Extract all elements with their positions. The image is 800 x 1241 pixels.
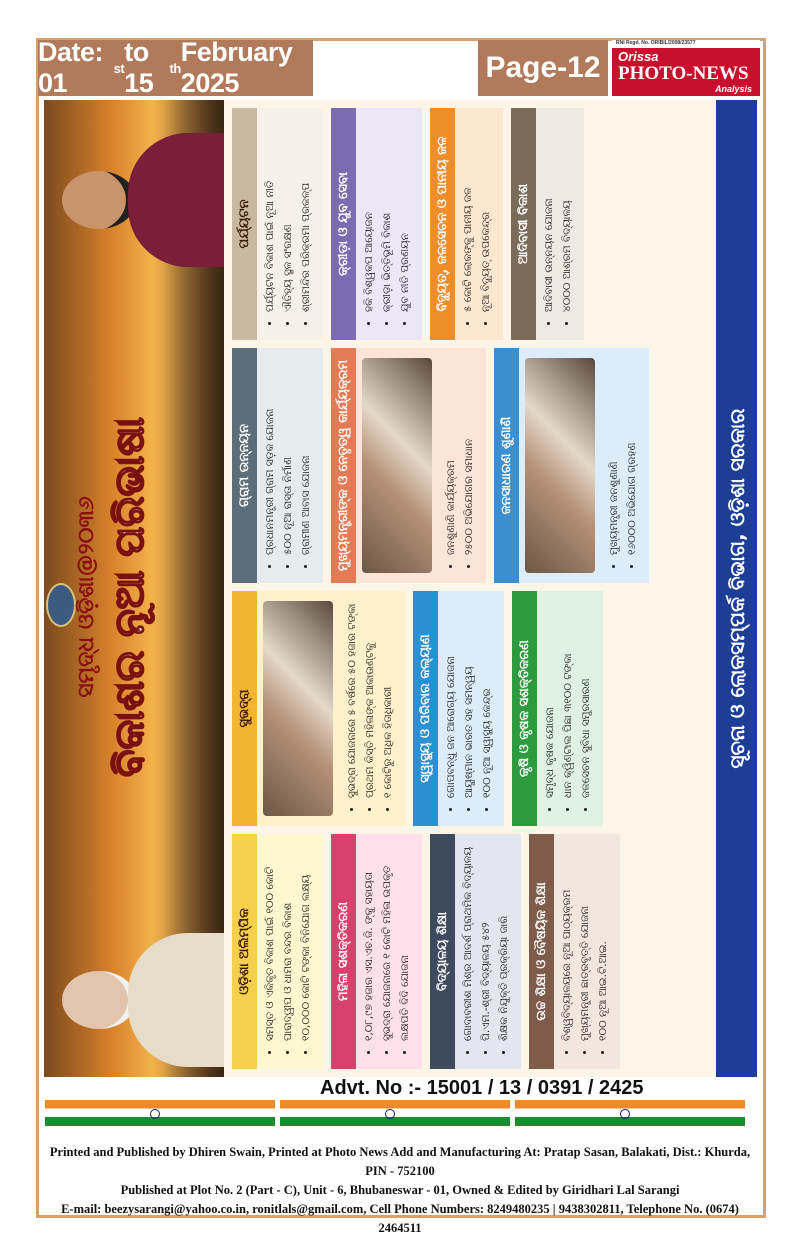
card-bullet-item: • ନୂଆ ବିଦ୍ୟୁତ୍ ଉପକେନ୍ଦ୍ର	[479, 118, 493, 312]
card-bullet-item: • ୪୦୦୦ ଆଶ୍ରମ ବିଦ୍ୟାଳୟ	[560, 118, 574, 312]
card-bullet-item: • ପ୍ରଧାନମନ୍ତ୍ରୀ ଗ୍ରାମ ସଡ଼କ ଯୋଜନା	[263, 358, 277, 555]
card-title: କ୍ରୀଡ଼ା ଓ ଯୁବ ସେବା	[331, 108, 356, 340]
card-bullet-item: • ସମୃଦ୍ଧ କୃଷକ ଯୋଜନା	[543, 601, 557, 798]
tricolor-strip-1	[45, 1100, 275, 1126]
card-bullet-list	[362, 844, 412, 1051]
imprint-line-3: E-mail: beezysarangi@yahoo.co.in, ronitlals@gmail.com, Cell Phone Numbers: 8249480235 | 9438302811, Telephone No. (0674) 2464511	[61, 1202, 739, 1235]
card-photo	[263, 601, 333, 816]
card-bullet-list	[444, 358, 476, 565]
card-bullet-item: • ଧାନ କ୍ୱିଣ୍ଟାଲ ପିଛା ୩୧୦୦ ଟଙ୍କା	[561, 601, 575, 798]
card-bullet-list	[263, 358, 313, 565]
card-body	[257, 108, 323, 340]
card-bullet-item: • ମୁଖ୍ୟମନ୍ତ୍ରୀ ଜନଶୁଣାଣି	[607, 358, 621, 555]
logo-analysis: Analysis	[714, 84, 752, 94]
card-title: ମୁଖ୍ୟମନ୍ତ୍ରୀଙ୍କ ଓ ନେତୃତ୍ୱ କାର୍ଯ୍ୟକ୍ରମ	[331, 348, 356, 583]
card-cm-programme	[331, 348, 486, 583]
card-photo	[362, 358, 432, 573]
portrait-right	[44, 127, 224, 277]
logo-reg-number: RNI Regd. No. ORIBIL/2008/23577	[616, 40, 696, 46]
poster-title-block	[74, 377, 153, 817]
card-bullet-item: • ଜନଶୁଣାଣି କାର୍ଯ୍ୟକ୍ରମ	[444, 358, 458, 555]
card-bullet-item: • ଜଳସେଚନ ସୁବିଧା ସମ୍ପ୍ରସାରଣ	[579, 601, 593, 798]
poster-subtitle: ସମୃଦ୍ଧ ଓଡ଼ିଶା@୨୦୩୬	[74, 496, 99, 698]
card-bullet-item: • ଐତିହ୍ୟ ସ୍ଥଳ ସଂରକ୍ଷଣ	[281, 118, 295, 312]
card-body	[537, 591, 603, 826]
card-bullet-list	[461, 118, 493, 322]
card-women-empowerment	[331, 834, 422, 1069]
card-bullet-item: • ସମସ୍ତ ଓ ଏକିକୃତ ବିକାଶ ପାଇଁ ୧୦୦ କୋଟି	[263, 844, 277, 1041]
card-title: ସୁଭଦ୍ରା	[232, 591, 257, 826]
page-number: Page-12	[478, 40, 608, 96]
card-higher-education	[529, 834, 620, 1069]
card-bullet-list	[345, 601, 395, 808]
card-bullet-item: • ୧୦୦ ନୂଆ ସ୍ୱାସ୍ଥ୍ୟ କେନ୍ଦ୍ର	[480, 601, 494, 798]
card-bullet-item: • ହକି ବିଶ୍ୱକପ ଆୟୋଜନ	[362, 118, 376, 312]
card-body	[455, 108, 503, 340]
poster-rotated	[44, 100, 757, 1077]
imprint-footer	[40, 1143, 760, 1238]
card-body	[601, 348, 649, 583]
date-suffix: February 2025	[180, 37, 293, 98]
date-sup-2: th	[169, 60, 181, 76]
date-prefix: Date: 01	[38, 37, 104, 98]
card-bullet-item: • ୧୬୦୦୦ ଅଭିଯୋଗ ଗ୍ରହଣ	[625, 358, 639, 555]
card-bullet-item: • ମୁଖ୍ୟମନ୍ତ୍ରୀ ଛାତ୍ରବୃତ୍ତି ଯୋଜନା	[578, 844, 592, 1041]
card-title: ବିଦ୍ୟାଳୟ ଶିକ୍ଷା	[430, 834, 455, 1069]
card-bullet-item: • ଗୋଦାବରୀଶ ମିଶ୍ର ଆଦର୍ଶ ପ୍ରାଥମିକ ବିଦ୍ୟାଳୟ	[461, 844, 475, 1041]
poster-title: ବିକାଶର ନୂଆ ପରିଭାଷା	[107, 417, 153, 777]
card-bullet-item: • ୧୦୦ ନୂଆ ଆଇ.ଟି.ଆଇ.	[596, 844, 610, 1041]
card-bullet-list	[607, 358, 639, 565]
card-body	[536, 108, 584, 340]
imprint-line-1: Printed and Published by Dhiren Swain, Printed at Photo News Add and Manufacturing At: Pratap Sasan, Balakati, Dist.: Khurda, PIN - 752100	[49, 1145, 751, 1178]
card-bullet-item: • ୨୫୦୦ ଅଭିଯୋଗର ସମାଧାନ	[462, 358, 476, 555]
card-bullet-item: • ଗୋପବନ୍ଧୁ ଜନ ଆରୋଗ୍ୟ ଯୋଜନା	[444, 601, 458, 798]
card-bullet-item: • ପି.ଏମ.-ଶ୍ରୀ ବିଦ୍ୟାଳୟ ୫୪୨	[479, 844, 493, 1041]
government-advertisement	[44, 100, 757, 1077]
card-school-education	[430, 834, 521, 1069]
card-bullet-list	[461, 844, 511, 1051]
poster-column-2	[232, 591, 611, 826]
card-title: ଓଡ଼ିଶା ଅଲିମ୍ପିକ	[232, 834, 257, 1069]
card-bullet-item: • ପାରାଦ୍ୱୀପ ଓ ଧାମରା ବନ୍ଦର ବିକାଶ	[281, 844, 295, 1041]
orissa-photo-news-logo	[612, 40, 760, 96]
card-subhadra	[232, 591, 405, 826]
card-body	[455, 834, 521, 1069]
card-body	[356, 834, 422, 1069]
card-title: ଉଚ୍ଚ ଶିକ୍ଷା ଓ ବୈଷୟିକ ଶିକ୍ଷା	[529, 834, 554, 1069]
card-bullet-list	[444, 601, 494, 808]
card-bullet-item: • ଶିକ୍ଷକ ନିଯୁକ୍ତି ପ୍ରକ୍ରିୟା ଜାରି	[497, 844, 511, 1041]
portrait-left	[44, 927, 224, 1077]
card-bullet-item: • ଆଦିବାସୀ ଉନ୍ନୟନ ଯୋଜନା	[542, 118, 556, 312]
card-title: ଆଦିବାସୀ ବିକାଶ	[511, 108, 536, 340]
card-tribal-development	[511, 108, 584, 340]
logo-photo-news: PHOTO-NEWS	[618, 63, 749, 84]
card-title: ମହିଳା ସଶକ୍ତିକରଣ	[331, 834, 356, 1069]
card-bullet-item: • ଶ୍ରୀମନ୍ଦିର ପରିକ୍ରମା ପ୍ରକଳ୍ପ	[299, 118, 313, 312]
card-body	[554, 834, 620, 1069]
card-title: ସ୍ୱାସ୍ଥ୍ୟ ଓ ପରିବାର କଲ୍ୟାଣ	[413, 591, 438, 826]
card-bullet-item: • ୧,୦୮,୯୭ ହଜାର ଏସ.ଏଚ.ଜି. ଙ୍କୁ ସହାୟତା	[362, 844, 376, 1041]
card-body	[438, 348, 486, 583]
card-bullet-item: • ପର୍ଯ୍ୟଟନ ବିକାଶ ପାଇଁ ନୂଆ ନୀତି	[263, 118, 277, 312]
card-bullet-item: • ସୁଭଦ୍ରା ଯୋଜନାରେ ୫ ବର୍ଷରେ ୫୦ ହଜାର ଟଙ୍କା	[345, 601, 359, 798]
card-body	[339, 591, 405, 826]
card-bullet-list	[263, 844, 313, 1051]
date-header	[38, 37, 313, 98]
advertisement-number: Advt. No :- 15001 / 13 / 0391 / 2425	[320, 1077, 644, 1099]
card-bullet-list	[263, 118, 313, 322]
card-health	[413, 591, 504, 826]
imprint-line-2: Published at Plot No. 2 (Part - C), Unit - 6, Bhubaneswar - 01, Owned & Edited by Giridhari Lal Sarangi	[120, 1183, 680, 1197]
card-bullet-item: • ଗ୍ରାମୀଣ ଆବାସ ଯୋଜନା	[299, 358, 313, 555]
card-body	[356, 108, 422, 340]
card-sports	[232, 834, 323, 1069]
poster-column-4	[232, 108, 592, 340]
card-bullet-list	[542, 118, 574, 322]
card-power-water	[430, 108, 503, 340]
card-public-hearing	[494, 348, 649, 583]
card-photo	[525, 358, 595, 573]
card-bullet-item: • ସୁଭଦ୍ରା ଯୋଜନାରେ ୧ କୋଟି ମହିଳା ଉପକୃତ	[380, 844, 394, 1041]
department-band: ସୂଚନା ଓ ଲୋକସମ୍ପର୍କ ବିଭାଗ, ଓଡ଼ିଶା ସରକାର	[716, 100, 757, 1077]
card-body	[438, 591, 504, 826]
card-title: କୃଷି ଓ କୃଷକ ସଶକ୍ତିକରଣ	[512, 591, 537, 826]
card-bullet-item: • କ୍ରୀଡ଼ା ଭିତ୍ତିଭୂମି ବିକାଶ	[380, 118, 394, 312]
date-sup-1: st	[113, 60, 125, 76]
card-bullet-list	[362, 118, 412, 322]
card-bullet-list	[560, 844, 610, 1051]
card-bullet-item: • ଯୁବ ନୀତି ପ୍ରଣୟନ	[398, 118, 412, 312]
card-bullet-list	[543, 601, 593, 808]
card-body	[257, 834, 323, 1069]
card-title: ବିଦ୍ୟୁତ୍, ଜଳସେଚନ ଓ ପାନୀୟ ଜଳ	[430, 108, 455, 340]
card-rural-development	[232, 348, 323, 583]
card-agriculture	[512, 591, 603, 826]
logo-orissa: Orissa	[618, 49, 659, 64]
card-title: ଜନସାଧାରଣ ଶୁଣାଣି	[494, 348, 519, 583]
tricolor-strip-2	[280, 1100, 510, 1126]
sunset-banner	[44, 100, 224, 1077]
card-title: ପର୍ଯ୍ୟଟନ	[232, 108, 257, 340]
card-bullet-item: • ପ୍ରଥମ କିସ୍ତି ମହିଳାଙ୍କ ଆକାଉଣ୍ଟକୁ	[363, 601, 377, 798]
logo-red-panel	[612, 48, 760, 96]
card-sports-youth	[331, 108, 422, 340]
odisha-emblem-icon	[46, 583, 76, 627]
card-bullet-item: • ୧୦,୦୦୦ କୋଟି ଟଙ୍କା ବିନିଯୋଗ ଲକ୍ଷ୍ୟ	[299, 844, 313, 1041]
card-bullet-item: • ଆୟୁଷ୍ମାନ ଭାରତ ସହ ସମନ୍ୱୟ	[462, 601, 476, 798]
tricolor-strip-3	[515, 1100, 745, 1126]
card-bullet-item: • ବିଶ୍ୱବିଦ୍ୟାଳୟରେ ନୂଆ ପାଠ୍ୟକ୍ରମ	[560, 844, 574, 1041]
poster-column-1	[232, 834, 628, 1069]
card-bullet-item: • ୧ କୋଟିରୁ ଅଧିକ ହିତାଧିକାରୀ	[381, 601, 395, 798]
card-bullet-item: • ୫ କୋଟି ଲୋକଙ୍କୁ ପାନୀୟ ଜଳ	[461, 118, 475, 312]
date-mid: to 15	[124, 37, 154, 98]
card-body	[257, 348, 323, 583]
card-bullet-item: • ଲକ୍ଷପତି ଦିଦି ଯୋଜନା	[398, 844, 412, 1041]
poster-column-3	[232, 348, 657, 583]
card-bullet-item: • ୫୦୦ ନୂଆ ରାସ୍ତା ନିର୍ମାଣ	[281, 358, 295, 555]
card-tourism	[232, 108, 323, 340]
card-title: ଗ୍ରାମ ଉନ୍ନୟନ	[232, 348, 257, 583]
